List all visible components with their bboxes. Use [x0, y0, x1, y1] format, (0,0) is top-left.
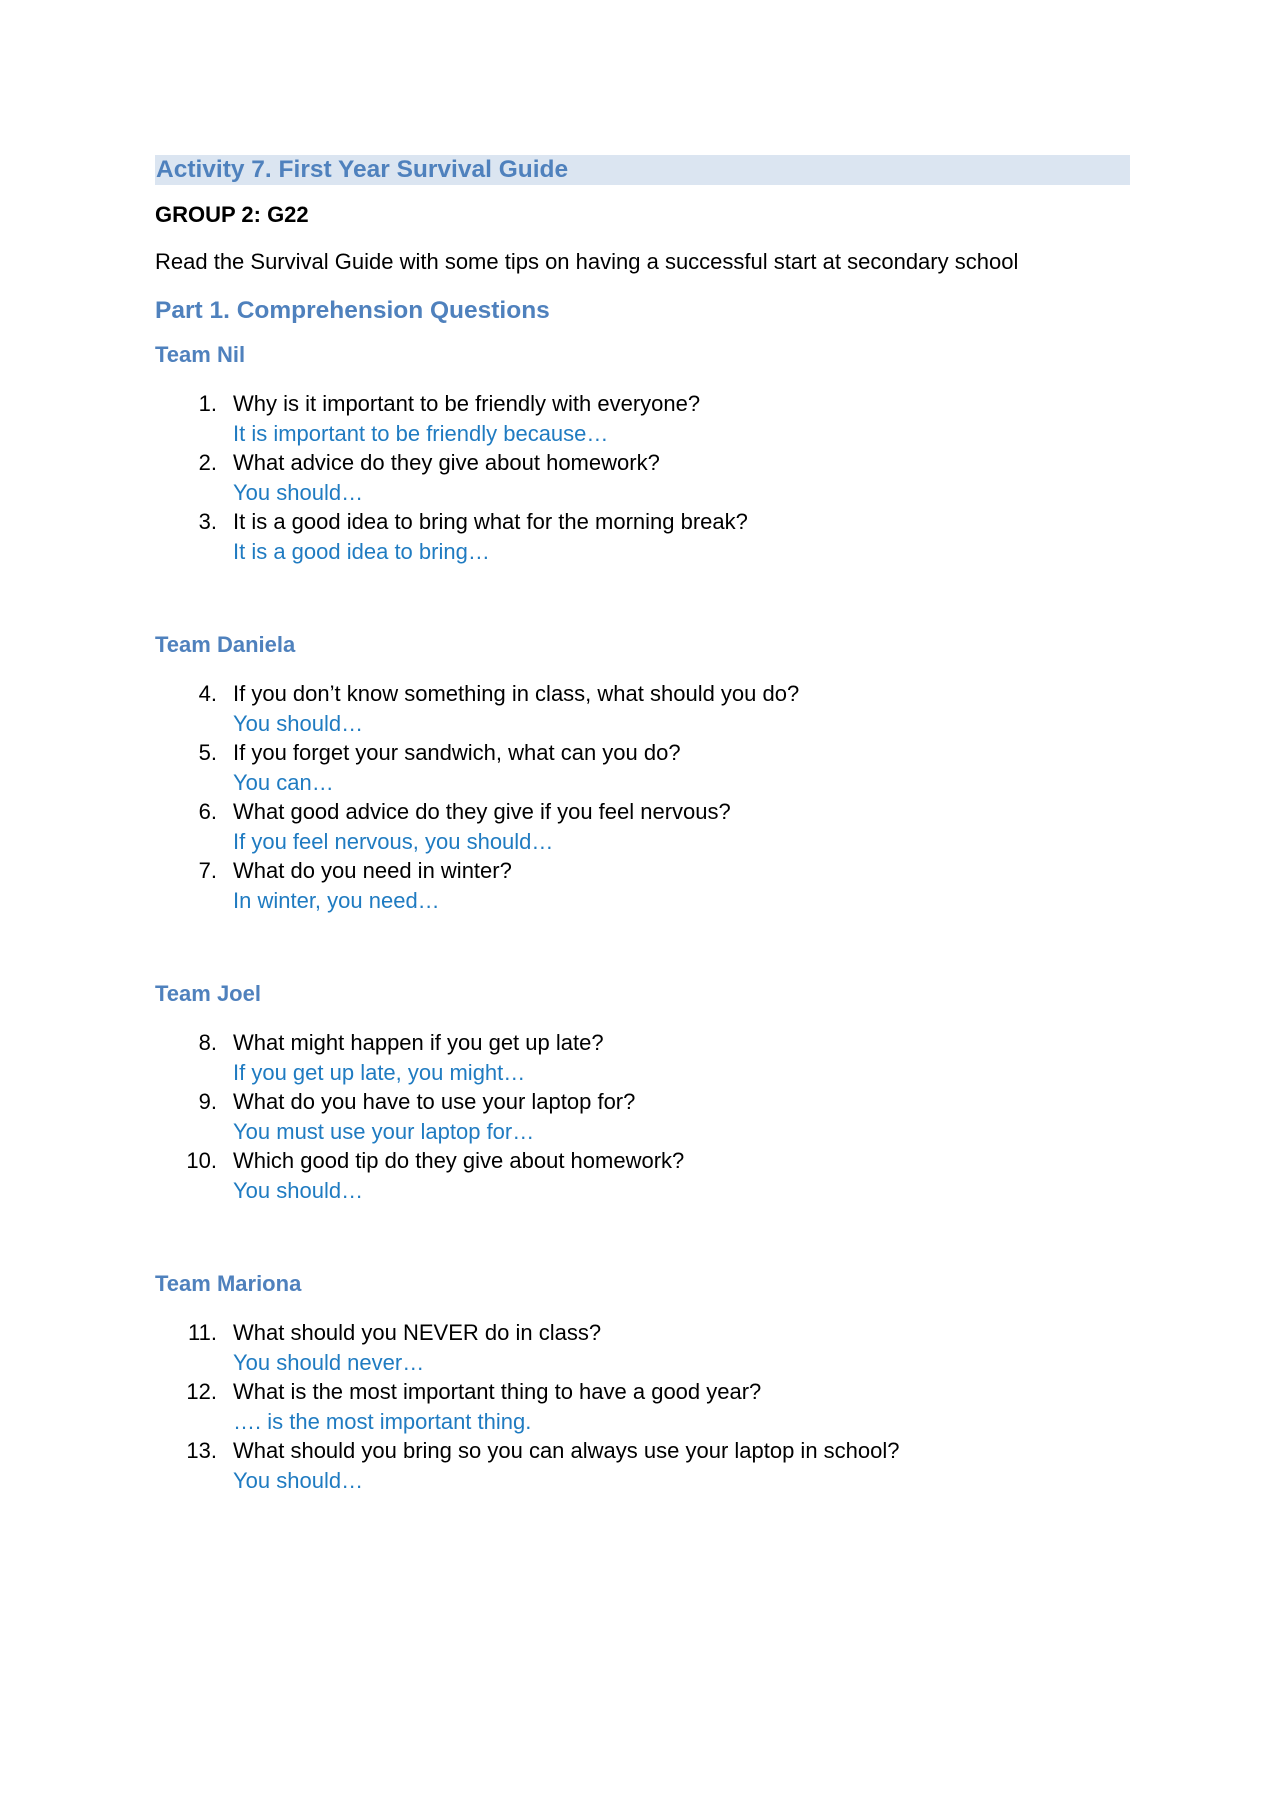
document-page	[155, 155, 1130, 1495]
question-number: 3.	[198, 509, 217, 534]
question-number: 1.	[198, 391, 217, 416]
answer-prompt: In winter, you need…	[233, 887, 440, 913]
question-item	[155, 507, 1130, 566]
question-text: What advice do they give about homework?	[233, 450, 660, 475]
question-number: 13.	[186, 1438, 217, 1463]
question-item	[155, 1377, 1130, 1436]
question-text: If you forget your sandwich, what can you do?	[233, 740, 681, 765]
answer-prompt: You should…	[233, 710, 364, 736]
answer-prompt: You must use your laptop for…	[233, 1118, 535, 1144]
question-list	[155, 679, 1130, 915]
answer-prompt: It is important to be friendly because…	[233, 420, 609, 446]
question-number: 4.	[198, 681, 217, 706]
activity-title: Activity 7. First Year Survival Guide	[155, 155, 1130, 185]
question-text: What good advice do they give if you feel nervous?	[233, 799, 731, 824]
question-list	[155, 389, 1130, 566]
question-item	[155, 389, 1130, 448]
question-item	[155, 1028, 1130, 1087]
question-item	[155, 797, 1130, 856]
question-number: 7.	[198, 858, 217, 883]
intro-text: Read the Survival Guide with some tips on having a successful start at secondary school	[155, 249, 1019, 274]
group-label: GROUP 2: G22	[155, 202, 309, 227]
question-text: What do you need in winter?	[233, 858, 512, 883]
answer-prompt: If you get up late, you might…	[233, 1059, 526, 1085]
question-text: It is a good idea to bring what for the morning break?	[233, 509, 748, 534]
question-number: 10.	[186, 1148, 217, 1173]
answer-prompt: You should…	[233, 479, 364, 505]
team-section-joel	[155, 981, 1130, 1205]
answer-prompt: …. is the most important thing.	[233, 1408, 532, 1434]
team-heading: Team Mariona	[155, 1271, 302, 1296]
team-section-nil	[155, 342, 1130, 566]
team-section-mariona	[155, 1271, 1130, 1495]
question-number: 8.	[198, 1030, 217, 1055]
question-item	[155, 738, 1130, 797]
question-item	[155, 679, 1130, 738]
answer-prompt: You can…	[233, 769, 334, 795]
question-text: Which good tip do they give about homework?	[233, 1148, 685, 1173]
answer-prompt: You should…	[233, 1177, 364, 1203]
question-item	[155, 1146, 1130, 1205]
answer-prompt: You should…	[233, 1467, 364, 1493]
question-item	[155, 1436, 1130, 1495]
question-text: Why is it important to be friendly with everyone?	[233, 391, 701, 416]
question-list	[155, 1028, 1130, 1205]
question-text: What is the most important thing to have a good year?	[233, 1379, 762, 1404]
question-text: What do you have to use your laptop for?	[233, 1089, 636, 1114]
question-item	[155, 1087, 1130, 1146]
question-text: If you don’t know something in class, what should you do?	[233, 681, 800, 706]
question-number: 12.	[186, 1379, 217, 1404]
team-heading: Team Nil	[155, 342, 246, 367]
question-text: What should you NEVER do in class?	[233, 1320, 602, 1345]
question-number: 6.	[198, 799, 217, 824]
team-section-daniela	[155, 632, 1130, 915]
question-number: 9.	[198, 1089, 217, 1114]
team-heading: Team Joel	[155, 981, 261, 1006]
question-text: What might happen if you get up late?	[233, 1030, 604, 1055]
question-number: 2.	[198, 450, 217, 475]
question-item	[155, 1318, 1130, 1377]
question-list	[155, 1318, 1130, 1495]
answer-prompt: If you feel nervous, you should…	[233, 828, 554, 854]
question-item	[155, 448, 1130, 507]
question-item	[155, 856, 1130, 915]
question-number: 11.	[188, 1320, 217, 1345]
team-heading: Team Daniela	[155, 632, 296, 657]
part-heading: Part 1. Comprehension Questions	[155, 297, 550, 324]
answer-prompt: It is a good idea to bring…	[233, 538, 490, 564]
question-text: What should you bring so you can always use your laptop in school?	[233, 1438, 900, 1463]
question-number: 5.	[198, 740, 217, 765]
answer-prompt: You should never…	[233, 1349, 425, 1375]
